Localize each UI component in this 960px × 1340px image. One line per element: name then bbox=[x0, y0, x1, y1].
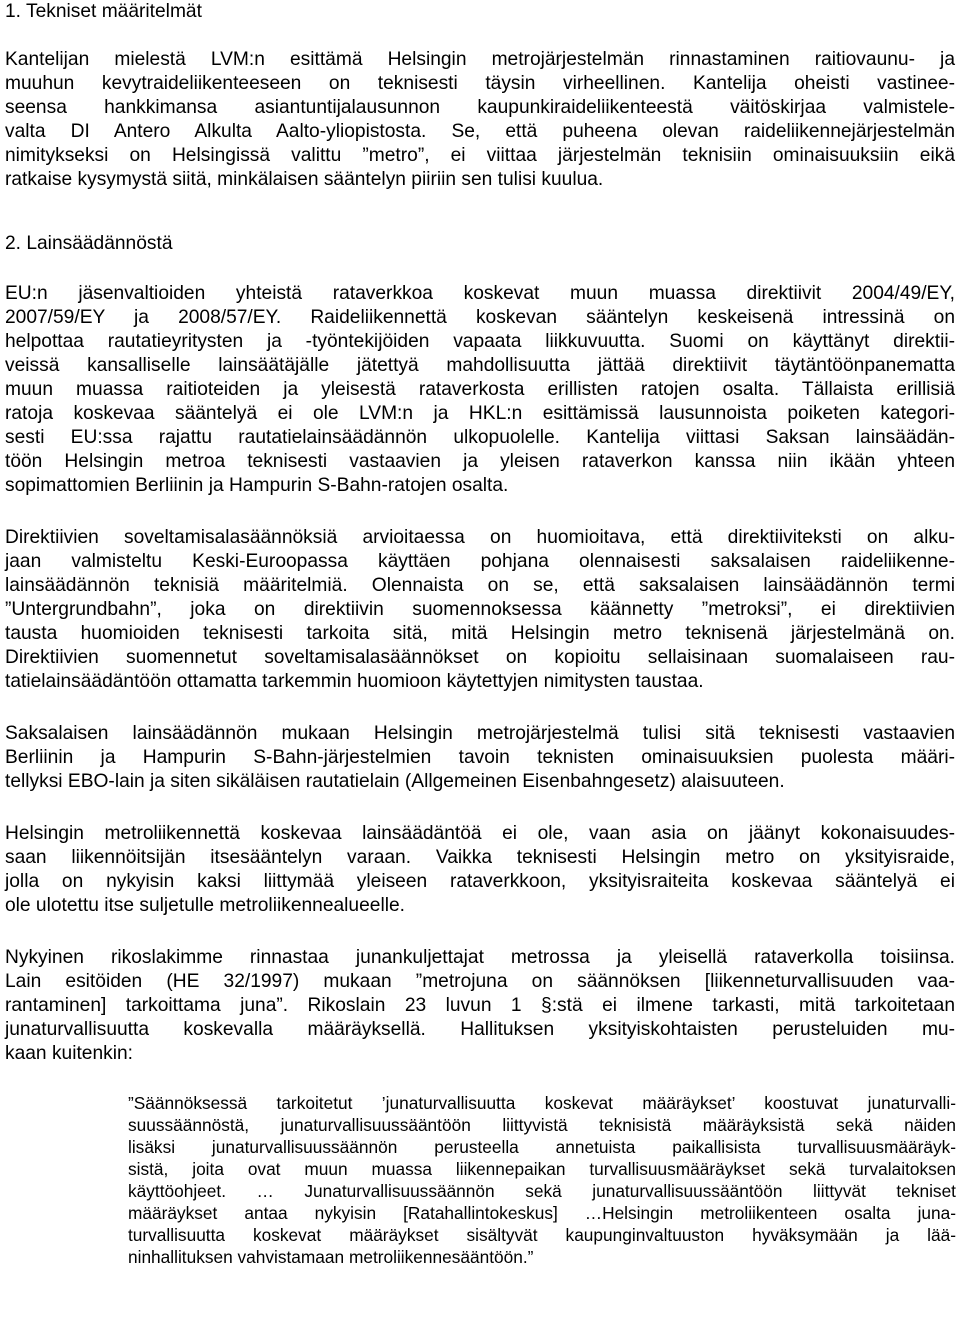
text-line: lainsäädännön teknisiä määritelmiä. Olennaista on se, että saksalaisen lainsäädännön termi bbox=[5, 575, 955, 596]
quote-line: suussäännöstä, junaturvallisuussääntöön liittyvistä teknisistä määräyksistä sekä näiden bbox=[128, 1115, 956, 1135]
quote-line: sistä, joita ovat muun muassa liikennepaikan turvallisuusmääräykset sekä turvalaitoksen bbox=[128, 1159, 956, 1179]
text-line: sesti EU:ssa rajattu rautatielainsäädännön ulkopuolelle. Kantelija viittasi Saksan lainsäädän- bbox=[5, 427, 955, 448]
quote-line: määräykset antaa nykyisin [Ratahallintokeskus] …Helsingin metroliikenteen osalta juna- bbox=[128, 1203, 956, 1223]
text-line: ”Untergrundbahn”, joka on direktiivin suomennoksessa käännetty ”metroksi”, ei direktiivien bbox=[5, 599, 955, 620]
text-line: jaan valmisteltu Keski-Euroopassa käyttäen pohjana olennaisesti saksalaisen raideliikenne- bbox=[5, 551, 955, 572]
text-line: nimitykseksi on Helsingissä valittu ”metro”, ei viittaa järjestelmän teknisiin ominaisuuksiin eikä bbox=[5, 145, 955, 166]
text-line: EU:n jäsenvaltioiden yhteistä rataverkkoa koskevat muun muassa direktiivit 2004/49/EY, bbox=[5, 283, 955, 304]
text-line: Direktiivien suomennetut soveltamisalasäännökset on kopioitu sellaisinaan suomalaiseen rau- bbox=[5, 647, 955, 668]
quote-line: lisäksi junaturvallisuussäännön perusteella annetuista paikallisista turvallisuusmääräyk- bbox=[128, 1137, 956, 1157]
quote-line: käyttöohjeet. … Junaturvallisuussäännön sekä junaturvallisuussääntöön liittyvät tekniset bbox=[128, 1181, 956, 1201]
text-line: kaan kuitenkin: bbox=[5, 1043, 133, 1064]
text-line: rantaminen] tarkoittama juna”. Rikoslain 23 luvun 1 §:stä ei ilmene tarkasti, mitä tarkoitetaan bbox=[5, 995, 955, 1016]
text-line: jolla on nykyisin kaksi liittymää yleiseen rataverkkoon, yksityisraiteita koskevaa sääntelyä ei bbox=[5, 871, 955, 892]
text-line: tellyksi EBO-lain ja siten sikäläisen rautatielain (Allgemeinen Eisenbahngesetz) alaisuuteen. bbox=[5, 771, 785, 792]
text-line: Berliinin ja Hampurin S-Bahn-järjestelmien tavoin teknisten ominaisuuksien puolesta määri- bbox=[5, 747, 955, 768]
text-line: sopimattomien Berliinin ja Hampurin S-Bahn-ratojen osalta. bbox=[5, 475, 509, 496]
text-line: Nykyinen rikoslakimme rinnastaa junankuljettajat metrossa ja yleisellä rataverkolla toisiinsa. bbox=[5, 947, 955, 968]
text-line: Kantelijan mielestä LVM:n esittämä Helsingin metrojärjestelmän rinnastaminen raitiovaunu- ja bbox=[5, 49, 955, 70]
text-line: Saksalaisen lainsäädännön mukaan Helsingin metrojärjestelmä tulisi sitä teknisesti vastaavien bbox=[5, 723, 955, 744]
text-line: töön Helsingin metroa teknisesti vastaavien ja yleisen rataverkon kanssa niin ikään yhteen bbox=[5, 451, 955, 472]
quote-line: ninhallituksen vahvistamaan metroliikennesääntöön.” bbox=[128, 1247, 534, 1267]
text-line: Lain esitöiden (HE 32/1997) mukaan ”metrojuna on säännöksen [liikenneturvallisuuden vaa- bbox=[5, 971, 955, 992]
text-line: ratoja koskevaa sääntelyä ei ole LVM:n ja HKL:n esittämissä lausunnoista poiketen kategori- bbox=[5, 403, 955, 424]
text-line: veissä kansalliselle lainsäätäjälle jätettyä mahdollisuutta jättää direktiivit täytäntöönpanematta bbox=[5, 355, 955, 376]
quote-line: turvallisuutta koskevat määräykset sisältyvät kaupunginvaltuuston hyväksymään ja lää- bbox=[128, 1225, 956, 1245]
text-line: seensa hankkimansa asiantuntijalausunnon kaupunkiraideliikenteestä väitöskirjaa valmistele- bbox=[5, 97, 955, 118]
text-line: valta DI Antero Alkulta Aalto-yliopistosta. Se, että puheena olevan raideliikennejärjestelmän bbox=[5, 121, 955, 142]
text-line: muun muassa raitioteiden ja yleisestä rataverkosta erillisten ratojen osalta. Tällaista erillisiä bbox=[5, 379, 955, 400]
text-line: ratkaise kysymystä siitä, minkälaisen sääntelyn piiriin sen tulisi kuulua. bbox=[5, 169, 604, 190]
text-line: Helsingin metroliikennettä koskevaa lainsäädäntöä ei ole, vaan asia on jäänyt kokonaisuudes- bbox=[5, 823, 955, 844]
text-line: helpottaa rautatieyritysten ja -työntekijöiden vapaata liikkuvuutta. Suomi on käyttänyt direktii- bbox=[5, 331, 955, 352]
text-line: saan liikennöitsijän itsesääntelyn varaan. Vaikka teknisesti Helsingin metro on yksityisraide, bbox=[5, 847, 955, 868]
text-line: tausta huomioiden teknisesti tarkoita sitä, mitä Helsingin metro teknisenä järjestelmänä on. bbox=[5, 623, 955, 644]
text-line: ole ulotettu itse suljetulle metroliikennealueelle. bbox=[5, 895, 405, 916]
text-line: Direktiivien soveltamisalasäännöksiä arvioitaessa on huomioitava, että direktiiviteksti on alku- bbox=[5, 527, 955, 548]
section-2-heading: 2. Lainsäädännöstä bbox=[5, 233, 173, 254]
section-1-heading: 1. Tekniset määritelmät bbox=[5, 1, 202, 22]
text-line: tatielainsäädäntöön ottamatta tarkemmin huomioon käytettyjen nimitysten taustaa. bbox=[5, 671, 704, 692]
quote-line: ”Säännöksessä tarkoitetut ’junaturvallisuutta koskevat määräykset’ koostuvat junaturvalli- bbox=[128, 1093, 956, 1113]
text-line: 2007/59/EY ja 2008/57/EY. Raideliikennettä koskevan sääntelyn keskeisenä intressinä on bbox=[5, 307, 955, 328]
text-line: junaturvallisuutta koskevalla määräyksellä. Hallituksen yksityiskohtaisten perusteluiden mu- bbox=[5, 1019, 955, 1040]
text-line: muuhun kevytraideliikenteeseen on teknisesti täysin virheellinen. Kantelija oheisti vastinee- bbox=[5, 73, 955, 94]
